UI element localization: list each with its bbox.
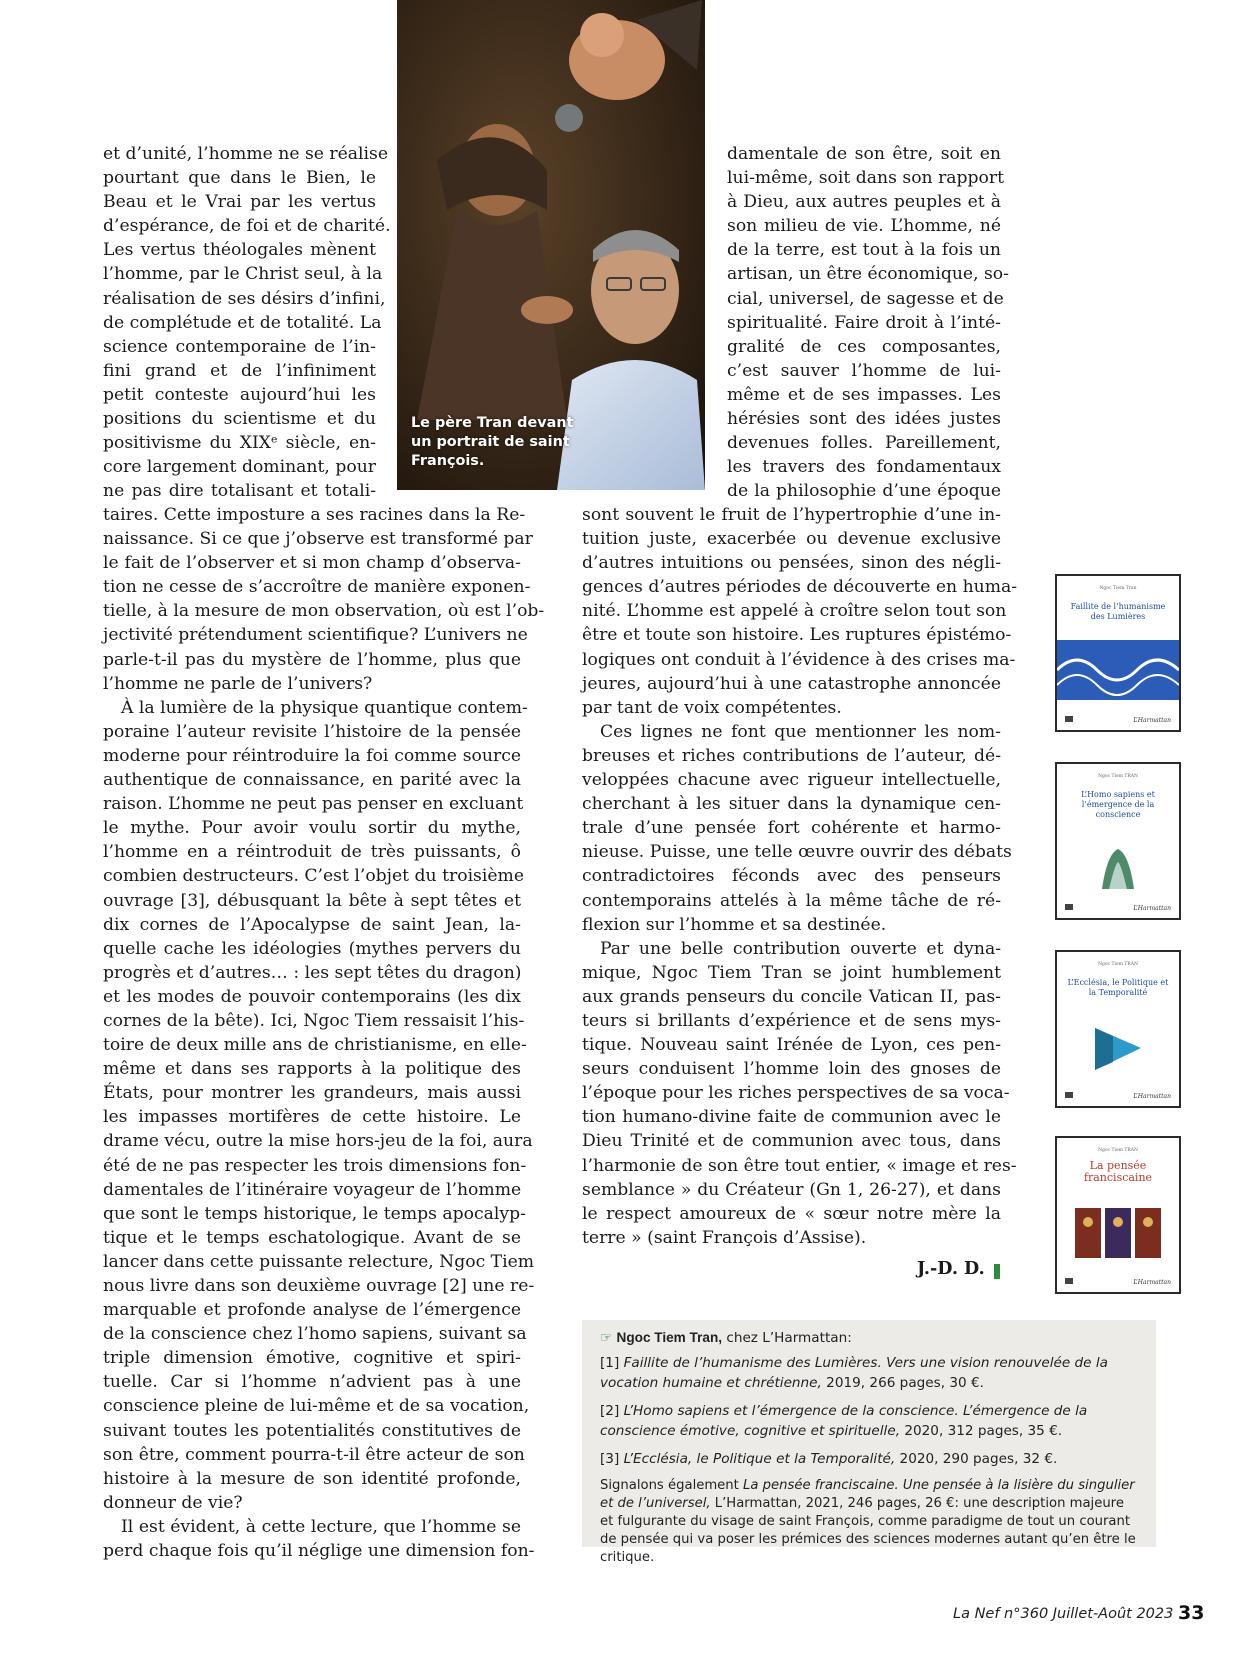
text-line: même et dans ses rapports à la politique des [103, 1059, 521, 1080]
text-line: suivant toutes les potentialités constitutives de [103, 1420, 521, 1441]
pointing-hand-icon: ☞ [600, 1330, 613, 1346]
text-line: histoire à la mesure de son identité profonde, [103, 1468, 521, 1489]
text-line: toire de deux mille ans de christianisme, en elle- [103, 1035, 527, 1056]
book-author: Ngoc Tiem TRAN [1098, 1148, 1138, 1153]
text-line: poraine l’auteur revisite l’histoire de la pensée [103, 721, 521, 742]
text-line: que sont le temps historique, le temps apocalyp- [103, 1203, 526, 1224]
text-line: été de ne pas respecter les trois dimensions fon- [103, 1155, 527, 1176]
text-line: à Dieu, aux autres peuples et à [727, 192, 1001, 213]
text-line: veloppées chacune avec rigueur intellectuelle, [582, 770, 1001, 791]
text-line: contradictoires féconds avec des penseurs [582, 866, 1001, 887]
text-line: spiritualité. Faire droit à l’inté- [727, 312, 1001, 333]
publisher-logo [1065, 1092, 1073, 1098]
text-line: lancer dans cette puissante relecture, Ngoc Tiem [103, 1251, 535, 1272]
text-line: et d’unité, l’homme ne se réalise [103, 144, 389, 164]
book-cover-4 [1055, 1136, 1181, 1294]
text-line: hérésies sont des idées justes [727, 409, 1001, 430]
photo-caption: Le père Tran devant un portrait de saint François. [411, 415, 574, 469]
text-line: devenues folles. Pareillement, [727, 433, 1001, 454]
publisher-logo [1065, 716, 1073, 722]
book-cover-1 [1055, 574, 1181, 732]
text-line: Il est évident, à cette lecture, que l’homme se [121, 1516, 521, 1537]
text-line: perd chaque fois qu’il néglige une dimension fon- [103, 1541, 535, 1562]
text-line: conscience pleine de lui-même et de sa vocation, [103, 1396, 530, 1417]
book-publisher: L’Harmattan [1133, 1279, 1171, 1286]
text-line: seurs conduisent l’homme loin des gnoses de [582, 1059, 1001, 1080]
bibliography-item [600, 1402, 1140, 1441]
text-line: damentales de l’itinéraire voyageur de l’homme [103, 1179, 522, 1200]
book-author: Ngoc Tiem TRAN [1098, 774, 1138, 779]
text-line: taires. Cette imposture a ses racines dans la Re- [103, 505, 526, 525]
text-line: être et toute son histoire. Les ruptures épistémo- [582, 625, 1012, 646]
text-line: gences d’autres périodes de découverte en huma- [582, 577, 1018, 598]
text-line: mique, Ngoc Tiem Tran se joint humblement [582, 962, 1001, 983]
text-line: les travers des fondamentaux [727, 457, 1001, 478]
text-line: donneur de vie? [103, 1492, 243, 1513]
text-line: parle-t-il pas du mystère de l’homme, plus que [103, 649, 521, 670]
text-line: logiques ont conduit à l’évidence à des crises ma- [582, 649, 1016, 670]
reference-number: [1] [600, 1355, 624, 1371]
text-line: nieuse. Puisse, une telle œuvre ouvrir des débats [582, 842, 1012, 863]
bibliography-author: Ngoc Tiem Tran, [616, 1330, 723, 1345]
text-line: sont souvent le fruit de l’hypertrophie d’une in- [582, 505, 1001, 525]
publisher-logo [1065, 904, 1073, 910]
text-line: damentale de son être, soit en [727, 144, 1001, 164]
text-line: positivisme du XIXᵉ siècle, en- [103, 433, 376, 454]
text-line: fini grand et de l’infiniment [103, 360, 376, 381]
reference-details: 2019, 266 pages, 30 €. [821, 1374, 984, 1391]
text-line: Ces lignes ne font que mentionner les nom- [600, 721, 1001, 742]
page-number: 33 [1178, 1602, 1205, 1624]
text-line: jectivité prétendument scientifique? L’univers ne [103, 625, 528, 646]
text-line: Les vertus théologales mènent [103, 240, 376, 261]
text-line: drame vécu, outre la mise hors-jeu de la foi, aura [103, 1131, 533, 1152]
text-line: science contemporaine de l’in- [103, 336, 376, 357]
text-line: cornes de la bête). Ici, Ngoc Tiem ressaisit l’his- [103, 1010, 525, 1031]
book-author: Ngoc Tiem TRAN [1098, 962, 1138, 967]
footer-journal: La Nef n°360 Juillet-Août 2023 [953, 1606, 1174, 1622]
text-line: breuses et riches contributions de l’auteur, dé- [582, 745, 1001, 766]
article-column-right [582, 503, 1018, 1250]
text-line: gralité de ces composantes, [727, 336, 1001, 357]
article-column-left [103, 503, 545, 1563]
text-line: de la terre, est tout à la fois un [727, 240, 1001, 261]
bibliography-publisher: chez L’Harmattan: [722, 1330, 852, 1346]
text-line: Par une belle contribution ouverte et dyna- [600, 938, 1001, 959]
text-line: quelle cache les idéologies (mythes pervers du [103, 938, 521, 959]
text-line: le respect amoureux de « sœur notre mère la [582, 1203, 1001, 1224]
bibliography-item [600, 1450, 1140, 1470]
text-line: son être, comment pourra-t-il être acteur de son [103, 1444, 525, 1465]
book-cover-2 [1055, 762, 1181, 920]
reference-title: L’Homo sapiens et l’émergence de la conscience. L’émergence de la conscience émotive, cognitive et spirituelle, [600, 1403, 1088, 1439]
text-line: l’harmonie de son être tout entier, « image et res- [582, 1155, 1017, 1176]
reference-number: [3] [600, 1451, 624, 1467]
text-line: et les modes de pouvoir contemporains (les dix [103, 986, 521, 1007]
text-line: cial, universel, de sagesse et de [727, 288, 1004, 309]
text-line: l’époque pour les riches perspectives de sa voca- [582, 1083, 1010, 1104]
text-line: Beau et le Vrai par les vertus [103, 192, 376, 213]
text-line: positions du scientisme et du [103, 409, 376, 430]
book-cover-3 [1055, 950, 1181, 1108]
text-line: l’homme, par le Christ seul, à la [103, 264, 383, 285]
text-line: raison. L’homme ne peut pas penser en excluant [103, 794, 524, 815]
text-line: combien destructeurs. C’est l’objet du troisième [103, 866, 525, 887]
article-column-left-top [103, 142, 391, 503]
text-line: tuelle. Car si l’homme n’advient pas à une [103, 1372, 521, 1393]
bibliography-box [582, 1320, 1156, 1565]
text-line: de la conscience chez l’homo sapiens, suivant sa [103, 1324, 527, 1345]
article-column-right-top [727, 142, 1009, 503]
text-line: progrès et d’autres… : les sept têtes du dragon) [103, 962, 522, 983]
text-line: de complétude et de totalité. La [103, 312, 382, 333]
book-cover-art [1057, 1204, 1179, 1260]
book-author: Ngoc Tiem Tran [1099, 586, 1137, 591]
text-line: marquable et profonde analyse de l’émergence [103, 1300, 521, 1321]
text-line: le mythe. Pour avoir voulu sortir du mythe, [103, 818, 521, 839]
text-line: États, pour montrer les grandeurs, mais aussi [103, 1083, 521, 1104]
text-line: trale d’une pensée fort cohérente et harmo- [582, 818, 1001, 839]
book-publisher: L’Harmattan [1133, 717, 1171, 724]
note-title: La pensée franciscaine. Une pensée à la lisière du singulier et de l’universel, [600, 1478, 1135, 1511]
reference-details: 2020, 312 pages, 35 €. [900, 1422, 1063, 1439]
book-title: L’Ecclésia, le Politique et la Temporalité [1067, 978, 1169, 997]
text-line: tion humano-divine faite de communion avec le [582, 1107, 1001, 1128]
text-line: jeures, aujourd’hui à une catastrophe annoncée [582, 673, 1001, 694]
text-line: réalisation de ses désirs d’infini, [103, 288, 386, 309]
text-line: cherchant à les situer dans la dynamique cen- [582, 794, 1001, 815]
reference-title: Faillite de l’humanisme des Lumières. Vers une vision renouvelée de la vocation humaine et chrétienne, [600, 1355, 1108, 1391]
text-line: dix cornes de l’Apocalypse de saint Jean, la- [103, 914, 521, 935]
text-line: authentique de connaissance, en parité avec la [103, 770, 521, 791]
text-line: l’homme en a réintroduit de très puissants, ô [103, 842, 521, 863]
bibliography-note [600, 1477, 1140, 1567]
end-mark [994, 1264, 1000, 1279]
text-line: pourtant que dans le Bien, le [103, 168, 376, 189]
author-signature: J.-D. D. [917, 1259, 985, 1279]
text-line: de la philosophie d’une époque [727, 481, 1001, 502]
text-line: tielle, à la mesure de mon observation, où est l’ob- [103, 601, 545, 622]
reference-title: L’Ecclésia, le Politique et la Temporalité, [623, 1451, 896, 1467]
text-line: naissance. Si ce que j’observe est transformé par [103, 529, 533, 550]
text-line: nité. L’homme est appelé à croître selon tout son [582, 601, 1007, 622]
text-line: nous livre dans son deuxième ouvrage [2] une re- [103, 1276, 535, 1296]
text-line: l’homme ne parle de l’univers? [103, 673, 373, 694]
text-line: flexion sur l’homme et sa destinée. [582, 914, 887, 935]
book-publisher: L’Harmattan [1133, 1093, 1171, 1100]
text-line: triple dimension émotive, cognitive et spiri- [103, 1348, 521, 1369]
text-line: par tant de voix compétentes. [582, 697, 842, 718]
text-line: tique. Nouveau saint Irénée de Lyon, ces pen- [582, 1035, 1001, 1056]
book-publisher: L’Harmattan [1133, 905, 1171, 912]
text-line: tique et le temps eschatologique. Avant de se [103, 1227, 521, 1248]
text-line: aux grands penseurs du concile Vatican II, pas- [582, 986, 1001, 1007]
text-line: lui-même, soit dans son rapport [727, 168, 1005, 189]
text-line: semblance » du Créateur (Gn 1, 26-27), et dans [582, 1179, 1001, 1200]
text-line: d’espérance, de foi et de charité. [103, 216, 391, 237]
book-title: L’Homo sapiens et l’émergence de la conscience [1081, 790, 1155, 819]
bibliography-item [600, 1354, 1140, 1393]
book-cover-art [1057, 640, 1179, 700]
text-line: le fait de l’observer et si mon champ d’observa- [103, 553, 521, 574]
text-line: artisan, un être économique, so- [727, 264, 1009, 285]
text-line: les impasses mortifères de cette histoire. Le [103, 1107, 521, 1128]
text-line: c’est sauver l’homme de lui- [727, 360, 1001, 381]
note-text: L’Harmattan, 2021, 246 pages, 26 €: une description majeure et fulgurante du visage de saint François, comme paradigme de tout un courant de pensée qui va poser les prémices des sciences modernes autant qu’en être le critique. [600, 1496, 1136, 1565]
text-line: tion ne cesse de s’accroître de manière exponen- [103, 577, 531, 598]
text-line: teurs si brillants d’expérience et de sens mys- [582, 1010, 1001, 1031]
publisher-logo [1065, 1278, 1073, 1284]
text-line: core largement dominant, pour [103, 457, 376, 478]
text-line: son milieu de vie. L’homme, né [727, 216, 1001, 237]
text-line: petit conteste aujourd’hui les [103, 384, 376, 405]
reference-details: 2020, 290 pages, 32 €. [895, 1451, 1058, 1467]
text-line: À la lumière de la physique quantique contem- [121, 697, 528, 718]
book-cover-art [1057, 844, 1179, 894]
text-line: tuition juste, exacerbée ou devenue exclusive [582, 529, 1001, 550]
reference-number: [2] [600, 1403, 624, 1419]
text-line: terre » (saint François d’Assise). [582, 1227, 867, 1248]
paragraph [103, 142, 391, 503]
text-line: même et de ses impasses. Les [727, 384, 1001, 405]
text-line: moderne pour réintroduire la foi comme source [103, 745, 521, 766]
book-title: Faillite de l’humanisme des Lumières [1070, 602, 1166, 621]
text-line: d’autres intuitions ou pensées, sinon des négli- [582, 553, 1001, 574]
book-cover-art [1057, 1018, 1179, 1078]
note-prefix: Signalons également [600, 1478, 744, 1493]
text-line: contemporains attelés à la même tâche de ré- [582, 890, 1001, 911]
text-line: Dieu Trinité et de communion avec tous, dans [582, 1131, 1001, 1152]
bibliography-intro [600, 1328, 852, 1349]
book-title: La pensée franciscaine [1083, 1159, 1153, 1184]
text-line: ouvrage [3], débusquant la bête à sept têtes et [103, 890, 521, 911]
text-line: ne pas dire totalisant et totali- [103, 481, 376, 502]
